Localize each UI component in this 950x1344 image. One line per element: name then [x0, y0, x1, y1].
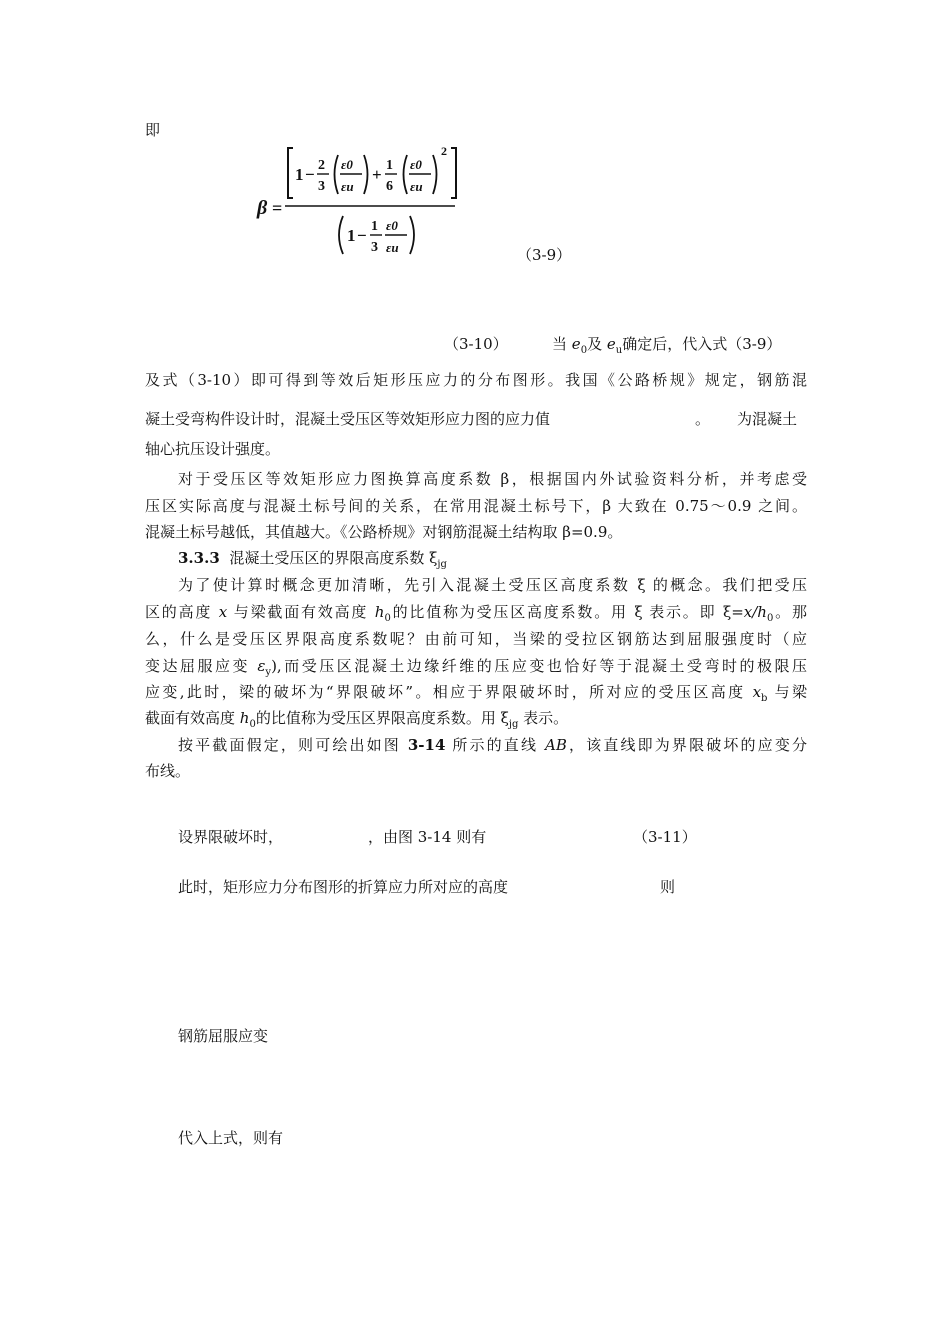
- epsu-a: εu: [341, 179, 354, 194]
- p2-line1: 对于受压区等效矩形应力图换算高度系数 β，根据国内外试验资料分析，并考虑受: [178, 470, 807, 488]
- p1-line3a: 凝土受弯构件设计时，混凝土受压区等效矩形应力图的应力值: [145, 410, 551, 428]
- den-one: 1: [347, 226, 356, 245]
- p3-line6: 截面有效高度 $h_0$的比值称为受压区界限高度系数。用 $\xi_{jg}$ 表示。: [145, 709, 569, 730]
- p3-line1: 为了使计算时概念更加清晰，先引入混凝土受压区高度系数 ξ 的概念。我们把受压: [178, 576, 807, 594]
- beta-symbol: β: [257, 197, 268, 219]
- den-frac-three: 3: [371, 240, 378, 255]
- den-frac-one: 1: [371, 219, 378, 234]
- den-minus: −: [357, 226, 367, 245]
- p3-line2: 区的高度 x 与梁截面有效高度 $h_0$的比值称为受压区高度系数。用 ξ 表示。即 $\xi=x/h_0$。那: [145, 603, 807, 624]
- num-one: 1: [295, 165, 304, 184]
- eps0-b: ε0: [410, 157, 422, 172]
- section-heading: 3.3.3 混凝土受压区的界限高度系数 $\xi_{jg}$: [178, 549, 447, 570]
- epsu-c: εu: [386, 240, 399, 255]
- p1-line1: 当 $e_0$及 $e_u$确定后，代入式（3-9）: [552, 335, 782, 356]
- frac-two: 2: [318, 158, 325, 173]
- s4: 代入上式，则有: [178, 1129, 284, 1147]
- eq-label-3-10: （3-10）: [444, 335, 508, 353]
- frac-one: 1: [386, 158, 393, 173]
- p3-line4: 变达屈服应变 $\varepsilon_y$),而受压区混凝土边缘纤维的压应变也恰好等于混凝土受弯时的极限压: [145, 657, 807, 678]
- p2-line2: 压区实际高度与混凝土标号间的关系，在常用混凝土标号下，β 大致在 0.75～0.9 之间。: [145, 497, 807, 515]
- p3-line3: 么，什么是受压区界限高度系数呢？由前可知，当梁的受拉区钢筋达到屈服强度时（应: [145, 630, 807, 648]
- p1-line3c: 为混凝土: [737, 410, 798, 428]
- formula-3-9: [255, 140, 465, 265]
- lead-word: 即: [145, 121, 161, 139]
- square-exponent: 2: [441, 144, 447, 158]
- equals-sign: =: [272, 198, 283, 218]
- frac-three: 3: [318, 179, 325, 194]
- num-plus: +: [372, 165, 382, 184]
- s1-a: 设界限破坏时，: [178, 828, 284, 846]
- eq-label-3-11: （3-11）: [633, 828, 697, 846]
- s2-a: 此时，矩形应力分布图形的折算应力所对应的高度: [178, 878, 509, 896]
- p3-line5: 应变,此时，梁的破坏为“界限破坏”。相应于界限破坏时，所对应的受压区高度 $x_b$ 与梁: [145, 683, 807, 704]
- p1-line4: 轴心抗压设计强度。: [145, 440, 281, 458]
- eq-label-3-9: （3-9）: [517, 246, 572, 264]
- p2-line3: 混凝土标号越低，其值越大。《公路桥规》对钢筋混凝土结构取 β=0.9。: [145, 523, 623, 541]
- p1-line3b: 。: [695, 410, 711, 428]
- s3: 钢筋屈服应变: [178, 1027, 269, 1045]
- s2-b: 则: [660, 878, 676, 896]
- eps0-a: ε0: [341, 157, 353, 172]
- num-minus: −: [305, 165, 315, 184]
- p4-line2: 布线。: [145, 762, 191, 780]
- s1-b: ，由图 3-14 则有: [368, 828, 487, 846]
- epsu-b: εu: [410, 179, 423, 194]
- p4-line1: 按平截面假定，则可绘出如图 3-14 所示的直线 AB，该直线即为界限破坏的应变分: [178, 736, 807, 754]
- eps0-c: ε0: [386, 218, 398, 233]
- p1-line2: 及式（3-10）即可得到等效后矩形压应力的分布图形。我国《公路桥规》规定，钢筋混: [145, 371, 807, 389]
- frac-six: 6: [386, 179, 393, 194]
